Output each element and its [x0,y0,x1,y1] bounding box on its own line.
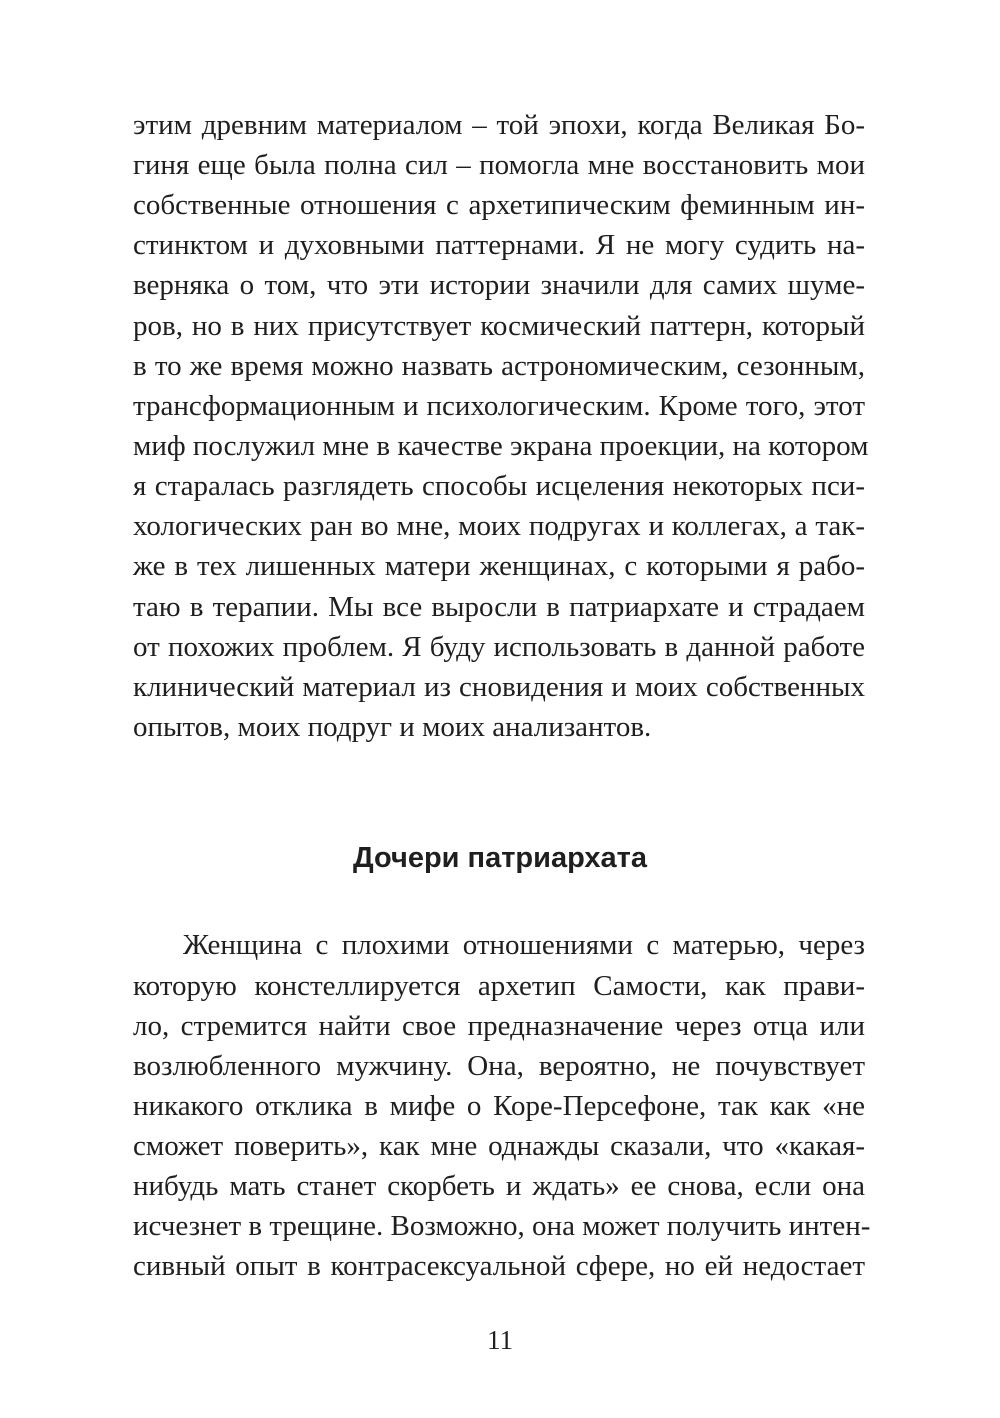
text-line: этим древним материалом – той эпохи, когда Великая Бо- [133,109,865,141]
text-line: никакого отклика в мифе о Коре-Персефоне, так как «не [133,1090,865,1122]
text-line: миф послужил мне в качестве экрана проекции, на котором [133,430,869,462]
text-line: от похожих проблем. Я буду использовать в данной работе [133,631,865,663]
text-line: же в тех лишенных матери женщинах, с которыми я рабо- [133,550,865,582]
text-line: клинический материал из сновидения и моих собственных [133,671,865,703]
text-line: трансформационным и психологическим. Кроме того, этот [133,390,865,422]
text-line: хологических ран во мне, моих подругах и коллегах, а так- [133,510,865,542]
text-line: Женщина с плохими отношениями с матерью, через [183,929,865,961]
text-line: гиня еще была полна сил – помогла мне восстановить мои [133,149,865,181]
section-heading: Дочери патриархата [352,842,647,874]
text-line: верняка о том, что эти истории значили для самих шуме- [133,269,865,301]
text-line: нибудь мать станет скорбеть и ждать» ее снова, если она [133,1170,865,1202]
text-line: исчезнет в трещине. Возможно, она может получить интен- [133,1210,871,1242]
text-line: собственные отношения с архетипическим феминным ин- [133,189,865,221]
text-line: сивный опыт в контрасексуальной сфере, но ей недостает [133,1250,865,1282]
text-line: я старалась разглядеть способы исцеления некоторых пси- [133,470,865,502]
text-line: в то же время можно назвать астрономическим, сезонным, [133,350,865,382]
text-line: опытов, моих подруг и моих анализантов. [133,711,652,743]
text-line: которую констеллируется архетип Самости, как прави- [133,970,865,1002]
text-line: ров, но в них присутствует космический паттерн, который [133,310,865,342]
text-line: ло, стремится найти свое предназначение через отца или [133,1010,865,1042]
text-line: стинктом и духовными паттернами. Я не могу судить на- [133,229,865,261]
text-line: сможет поверить», как мне однажды сказали, что «какая- [133,1130,865,1162]
text-line: таю в терапии. Мы все выросли в патриархате и страдаем [133,591,865,623]
page-number: 11 [487,1325,513,1355]
text-line: возлюбленного мужчину. Она, вероятно, не почувствует [133,1050,865,1082]
